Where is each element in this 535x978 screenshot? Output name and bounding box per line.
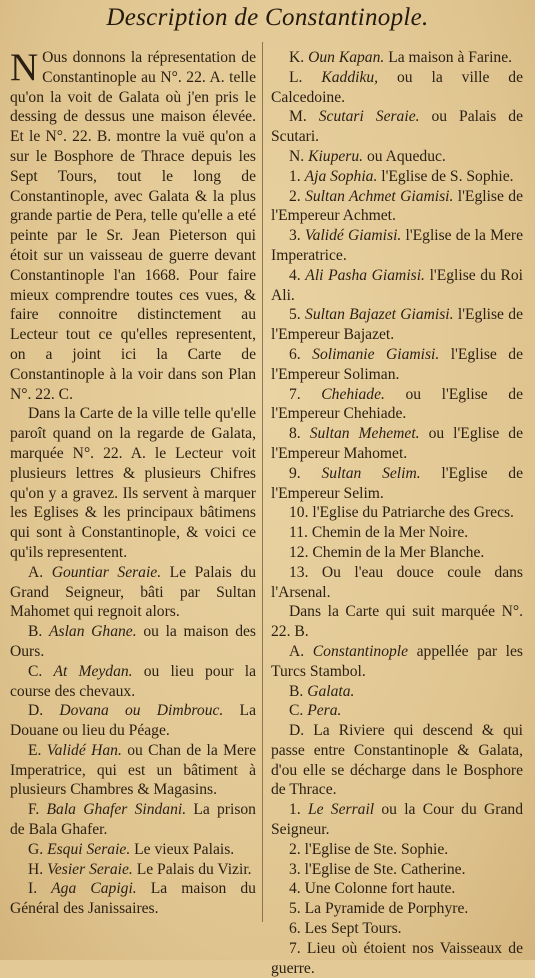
entry-text: La maison à Farine. (388, 49, 513, 66)
entry-key: N. (289, 147, 309, 165)
index-entry (271, 642, 523, 682)
index-entry (10, 563, 256, 622)
entry-key: 1. (289, 801, 308, 819)
entry-key: C. (289, 702, 308, 720)
entry-key: H. (28, 860, 48, 878)
entry-text: ou la maison des Ours. (10, 623, 256, 660)
entry-key: 6. (289, 920, 305, 938)
entry-key: 5. (289, 306, 306, 324)
entry-name: Kaddiku, (321, 68, 397, 86)
entry-text: l'Eglise de l'Empereur Selim. (271, 464, 523, 502)
carte-paragraph: Dans la Carte de la ville telle qu'elle paroît quand on la regarde de Galata, marquée N°. 22. A. le Lecteur voit plusieurs lettres & plusieurs Chifres qu'on y a gravez. Ils servent à marquer les Eglises & les principaux bâtimens qui sont à Constantinople, & voici ce qu'ils representent. (10, 405, 256, 561)
index-entry (271, 563, 523, 603)
entry-name: Vesier Seraie. (47, 860, 137, 878)
entry-text: Ou l'eau douce coule dans l'Arsenal. (271, 563, 523, 601)
index-entry (10, 741, 256, 800)
entry-text: ou la Cour du Grand Seigneur. (271, 801, 523, 839)
entry-key: 4. (289, 266, 306, 284)
entry-key: 12. (289, 543, 313, 561)
entry-name: Sultan Achmet Giamisi. (305, 187, 458, 205)
entry-text: l'Eglise du Roi Ali. (271, 266, 524, 304)
entry-key: 1. (289, 167, 305, 185)
index-entry (271, 187, 523, 227)
right-entries-b (271, 642, 523, 978)
intro-text: Ous donnons la répresentation de Constantinople au N°. 22. A. telle qu'on la voit de Galata où j'en pris le dessing de dessus une maison élevée. Et le N°. 22. B. montre la vuë qu'on a sur le Bosphore de Thrace depuis les Sept Tours, tout le long de Constantinople, avec Galata & la plus grande partie de Pera, telle qu'elle a eté peinte par le Sr. Jean Pieterson qui étoit sur un vaisseau de guerre devant Constantinople l'an 1668. Pour faire mieux comprendre toutes ces vues, & faire connoitre distinctement au Lecteur tout ce qu'elles representent, on a joint ici la Carte de Constantinople à la voir dans son Plan N°. 22. C. (10, 49, 256, 403)
index-entry (271, 939, 523, 978)
entry-text: Chemin de la Mer Noire. (311, 524, 469, 542)
entry-text: Le Palais du Grand Seigneur, bâti par Sultan Mahomet qui regnoit alors. (10, 563, 256, 621)
entry-key: 6. (289, 345, 313, 363)
index-entry (271, 424, 523, 464)
index-entry (271, 840, 523, 860)
index-entry (271, 167, 523, 187)
index-entry (271, 701, 523, 721)
right-column (271, 48, 523, 978)
right-entries-a (271, 48, 523, 602)
entry-key: D. (28, 702, 60, 720)
entry-key: 7. (289, 939, 307, 957)
index-entry (271, 879, 523, 899)
entry-key: F. (28, 801, 47, 819)
entry-name: Aga Capigi. (51, 880, 151, 898)
left-entries (10, 563, 256, 919)
index-entry (10, 879, 256, 919)
index-entry (271, 305, 523, 345)
entry-key: 3. (289, 860, 305, 878)
index-entry (271, 107, 523, 147)
entry-key: 4. (289, 880, 305, 898)
index-entry (271, 464, 523, 504)
entry-name: Bala Ghafer Sindani. (46, 801, 194, 819)
carte-b-paragraph: Dans la Carte qui suit marquée N°. 22. B. (271, 603, 523, 641)
entry-name: Validé Giamisi. (304, 227, 406, 245)
index-entry (271, 682, 523, 702)
index-entry (10, 662, 256, 702)
entry-text: l'Eglise de l'Empereur Soliman. (271, 345, 524, 383)
entry-text: ou la ville de Calcedoine. (271, 68, 524, 106)
entry-key: L. (289, 68, 322, 86)
entry-key: A. (28, 563, 52, 581)
index-entry (10, 622, 256, 662)
index-entry (271, 860, 523, 880)
entry-name: Gountiar Seraie. (51, 563, 170, 581)
index-entry (271, 919, 523, 939)
left-column (10, 48, 256, 919)
entry-text: Chemin de la Mer Blanche. (312, 543, 485, 561)
entry-name: Pera. (307, 702, 342, 720)
index-entry (271, 543, 523, 563)
entry-name: Sultan Mehemet. (309, 425, 429, 443)
entry-key: C. (28, 662, 54, 680)
entry-text: l'Eglise du Patriarche des Grecs. (312, 504, 514, 522)
entry-name: Sultan Selim. (321, 464, 442, 482)
entry-key: A. (289, 642, 313, 660)
entry-name: Le Serrail (307, 801, 382, 819)
entry-key: B. (289, 682, 308, 700)
entry-name: Dovana ou Dimbrouc. (59, 702, 240, 720)
entry-key: 8. (289, 425, 310, 443)
entry-text: l'Eglise de Ste. Catherine. (304, 860, 466, 878)
entry-key: K. (289, 49, 309, 66)
entry-text: l'Eglise de S. Sophie. (381, 167, 514, 185)
entry-key: D. (289, 722, 314, 740)
entry-text: La maison du Général des Janissaires. (10, 880, 256, 918)
entry-text: ou Aqueduc. (366, 147, 446, 165)
index-entry (10, 840, 256, 860)
entry-text: appellée par les Turcs Stambol. (271, 642, 523, 680)
entry-text: l'Eglise de l'Empereur Bajazet. (271, 306, 524, 344)
entry-name: Chehiade. (321, 385, 406, 403)
index-entry (271, 385, 523, 425)
entry-text: ou lieu pour la course des chevaux. (10, 662, 256, 700)
index-entry (10, 800, 256, 840)
entry-name: Esqui Seraie. (47, 840, 135, 858)
index-entry (271, 147, 523, 167)
index-entry (271, 266, 523, 306)
entry-text: l'Eglise de l'Empereur Achmet. (271, 187, 523, 225)
intro-paragraph (10, 48, 256, 404)
entry-text: l'Eglise de Ste. Sophie. (304, 840, 449, 858)
index-entry (271, 48, 523, 68)
index-entry (271, 899, 523, 919)
entry-key: 5. (289, 900, 305, 918)
index-entry (271, 503, 523, 523)
entry-text: La prison de Bala Ghafer. (10, 801, 256, 839)
column-divider (262, 42, 263, 922)
entry-text: ou l'Eglise de l'Empereur Mahomet. (271, 425, 523, 462)
entry-name: Constantinople (312, 642, 417, 660)
index-entry (271, 226, 523, 266)
entry-text: l'Eglise de la Mere Imperatrice. (271, 227, 523, 264)
entry-text: Les Sept Tours. (304, 920, 402, 938)
entry-key: M. (289, 108, 319, 126)
entry-name: Aslan Ghane. (48, 623, 144, 641)
entry-text: ou Palais de Scutari. (271, 108, 523, 146)
entry-key: 7. (289, 385, 322, 403)
entry-name: Solimanie Giamisi. (312, 345, 451, 363)
index-entry (271, 800, 523, 840)
entry-key: E. (28, 741, 47, 759)
entry-text: La Pyramide de Porphyre. (304, 900, 469, 918)
entry-name: Kiuperu. (308, 147, 367, 165)
entry-text: La Riviere qui descend & qui passe entre Constantinople & Galata, d'ou elle se décharge dans le Bosphore de Thrace. (271, 722, 524, 799)
entry-key: 3. (289, 227, 305, 245)
entry-key: 11. (289, 524, 312, 542)
entry-text: ou l'Eglise de l'Empereur Chehiade. (271, 385, 524, 423)
drop-cap: N (10, 46, 39, 89)
page-title: Description de Constantinople. (106, 4, 429, 31)
entry-key: 13. (289, 563, 322, 581)
entry-text: La Douane ou lieu du Péage. (10, 702, 256, 740)
index-entry (10, 860, 256, 880)
index-entry (271, 68, 523, 108)
index-entry (271, 721, 523, 800)
index-entry (271, 345, 523, 385)
entry-key: 2. (289, 840, 305, 858)
entry-text: Le vieux Palais. (134, 840, 235, 858)
entry-text: ou Chan de la Mere Imperatrice, qui est un bâtiment à plusieurs Chambres & Magasins. (10, 741, 256, 799)
entry-key: 10. (289, 504, 313, 522)
entry-name: Sultan Bajazet Giamisi. (305, 306, 458, 324)
entry-name: Validé Han. (46, 741, 128, 759)
entry-name: Aja Sophia. (304, 167, 382, 185)
entry-name: Galata. (307, 682, 355, 700)
entry-text: Lieu où étoient nos Vaisseaux de guerre. (271, 939, 523, 977)
entry-key: 9. (289, 464, 322, 482)
entry-key: 2. (289, 187, 306, 205)
entry-text: Une Colonne fort haute. (304, 880, 456, 898)
entry-key: G. (28, 840, 48, 858)
entry-name: Oun Kapan. (308, 49, 389, 66)
entry-name: At Meydan. (53, 662, 144, 680)
index-entry (10, 701, 256, 741)
entry-key: I. (28, 880, 52, 898)
entry-name: Ali Pasha Giamisi. (305, 266, 430, 284)
entry-key: B. (28, 623, 49, 641)
entry-text: Le Palais du Vizir. (136, 860, 252, 878)
index-entry (271, 523, 523, 543)
entry-name: Scutari Seraie. (318, 108, 432, 126)
